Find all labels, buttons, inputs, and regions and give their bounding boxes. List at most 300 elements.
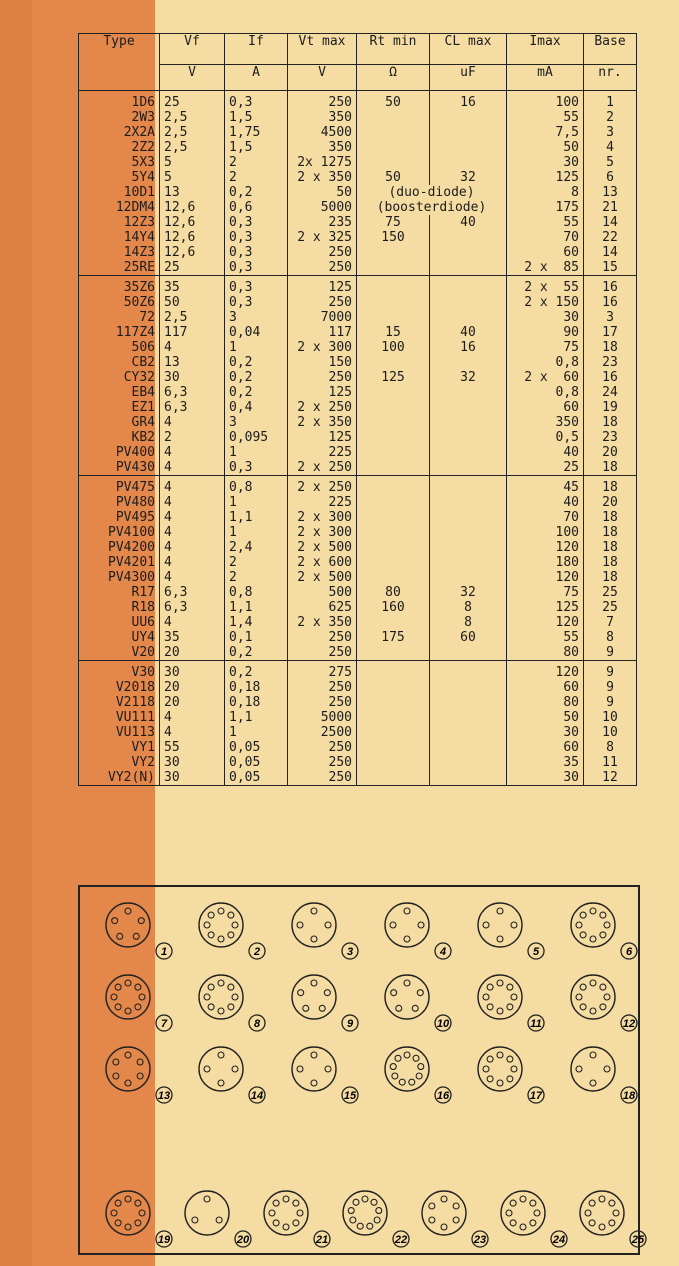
table-cell: 175 <box>357 630 430 645</box>
socket-pin <box>297 1066 303 1072</box>
table-cell: 350 <box>288 110 357 125</box>
column-header: Imax <box>507 34 584 65</box>
socket-pin <box>604 1066 610 1072</box>
table-cell: 60 <box>507 400 584 415</box>
table-cell: 5 <box>584 155 637 170</box>
table-cell <box>430 110 507 125</box>
column-header: Type <box>79 34 160 91</box>
table-cell: 0,8 <box>225 585 288 600</box>
table-cell: 4 <box>160 445 225 460</box>
socket-pin <box>283 1224 289 1230</box>
socket-pin <box>115 1220 121 1226</box>
table-cell: 40 <box>507 495 584 510</box>
table-cell: 1,1 <box>225 710 288 725</box>
table-cell: 2500 <box>288 725 357 740</box>
table-cell: 11 <box>584 755 637 770</box>
table-row <box>79 370 637 385</box>
socket-pin <box>135 1004 141 1010</box>
table-cell: 1,1 <box>225 510 288 525</box>
socket-pin <box>418 1064 424 1070</box>
table-cell <box>357 355 430 370</box>
table-cell: 506 <box>79 340 160 355</box>
table-cell <box>430 276 507 296</box>
socket-pin <box>409 1079 415 1085</box>
base-diagram <box>167 1183 257 1253</box>
table-cell: 5 <box>160 170 225 185</box>
table-cell: 117 <box>288 325 357 340</box>
table-cell: 5 <box>160 155 225 170</box>
unit-header-row <box>79 65 637 91</box>
table-cell <box>357 695 430 710</box>
table-row <box>79 585 637 600</box>
table-cell: 125 <box>288 385 357 400</box>
socket-outline <box>478 1047 522 1091</box>
table-cell <box>430 495 507 510</box>
table-row <box>79 260 637 276</box>
socket-outline <box>106 1191 150 1235</box>
socket-pin <box>453 1203 459 1209</box>
table-cell: 2W3 <box>79 110 160 125</box>
base-diagrams-panel <box>78 885 645 1255</box>
table-cell <box>357 540 430 555</box>
table-cell: 1,75 <box>225 125 288 140</box>
table-cell: 2 x 250 <box>288 400 357 415</box>
table-cell: 90 <box>507 325 584 340</box>
socket-pin <box>303 1005 309 1011</box>
socket-pin <box>418 922 424 928</box>
table-cell: 350 <box>288 140 357 155</box>
table-cell: VU111 <box>79 710 160 725</box>
socket-pin <box>404 980 410 986</box>
socket-pin <box>487 1056 493 1062</box>
table-cell: 2 x 300 <box>288 340 357 355</box>
socket-pin <box>413 1055 419 1061</box>
table-cell: 30 <box>160 370 225 385</box>
table-cell: 50 <box>357 170 430 185</box>
table-row <box>79 230 637 245</box>
table-cell: 16 <box>430 340 507 355</box>
table-cell: 8 <box>507 185 584 200</box>
table-row <box>79 276 637 296</box>
table-cell: 2,5 <box>160 110 225 125</box>
table-cell: 12 <box>584 770 637 786</box>
socket-pin <box>530 1220 536 1226</box>
table-cell: 2 x 85 <box>507 260 584 276</box>
table-cell: 0,2 <box>225 661 288 681</box>
socket-pin <box>599 1196 605 1202</box>
table-cell: 50 <box>288 185 357 200</box>
table-row <box>79 695 637 710</box>
table-cell: (duo-diode) <box>357 185 507 200</box>
socket-pin <box>319 1005 325 1011</box>
table-cell <box>430 570 507 585</box>
socket-pin <box>392 1073 398 1079</box>
table-cell: 0,2 <box>225 385 288 400</box>
table-row <box>79 125 637 140</box>
base-diagram <box>483 1183 573 1253</box>
socket-outline <box>478 975 522 1019</box>
table-cell: 150 <box>357 230 430 245</box>
table-cell <box>357 510 430 525</box>
socket-pin <box>350 1217 356 1223</box>
socket-pin <box>404 908 410 914</box>
table-cell: 1,5 <box>225 140 288 155</box>
table-cell: 0,2 <box>225 645 288 661</box>
table-cell: 2 <box>225 155 288 170</box>
table-cell: 6,3 <box>160 600 225 615</box>
column-unit: nr. <box>584 65 637 91</box>
socket-pin <box>589 1220 595 1226</box>
table-row <box>79 680 637 695</box>
table-cell: 125 <box>288 276 357 296</box>
table-cell: PV475 <box>79 476 160 496</box>
table-cell: 15 <box>357 325 430 340</box>
table-cell: 1,5 <box>225 110 288 125</box>
base-diagram <box>404 1183 494 1253</box>
table-cell: 75 <box>507 585 584 600</box>
socket-pin <box>590 908 596 914</box>
table-cell: 18 <box>584 460 637 476</box>
socket-pin <box>374 1217 380 1223</box>
table-row <box>79 645 637 661</box>
base-diagram <box>553 1039 643 1109</box>
table-cell: 0,05 <box>225 770 288 786</box>
table-cell: 50 <box>160 295 225 310</box>
table-cell: 2 <box>225 570 288 585</box>
table-cell <box>357 430 430 445</box>
socket-pin <box>204 922 210 928</box>
table-cell: 32 <box>430 370 507 385</box>
table-row <box>79 340 637 355</box>
table-cell <box>430 445 507 460</box>
socket-pin <box>218 1052 224 1058</box>
socket-pin <box>115 984 121 990</box>
table-cell: 13 <box>160 355 225 370</box>
table-cell: 8 <box>430 615 507 630</box>
table-cell: 4 <box>160 460 225 476</box>
socket-pin <box>137 1073 143 1079</box>
socket-pin <box>429 1217 435 1223</box>
socket-pin <box>228 932 234 938</box>
socket-pin <box>600 912 606 918</box>
table-cell: 19 <box>584 400 637 415</box>
socket-pin <box>483 922 489 928</box>
table-cell: 1 <box>584 91 637 111</box>
socket-outline <box>264 1191 308 1235</box>
table-cell <box>430 140 507 155</box>
table-cell: KB2 <box>79 430 160 445</box>
socket-outline <box>571 903 615 947</box>
table-cell <box>357 615 430 630</box>
table-cell: 12,6 <box>160 200 225 215</box>
table-cell: 30 <box>160 770 225 786</box>
table-row <box>79 630 637 645</box>
diagram-number: 13 <box>157 1090 171 1102</box>
socket-pin <box>138 918 144 924</box>
socket-pin <box>487 1076 493 1082</box>
socket-pin <box>604 994 610 1000</box>
table-row <box>79 215 637 230</box>
table-cell: 4 <box>160 525 225 540</box>
table-cell <box>357 125 430 140</box>
table-cell <box>430 460 507 476</box>
socket-pin <box>204 1196 210 1202</box>
socket-outline <box>292 903 336 947</box>
table-cell: CB2 <box>79 355 160 370</box>
table-cell: 250 <box>288 770 357 786</box>
socket-pin <box>125 1224 131 1230</box>
table-cell: 120 <box>507 570 584 585</box>
diagram-number: 10 <box>436 1018 450 1030</box>
socket-pin <box>412 1005 418 1011</box>
table-cell: 12Z3 <box>79 215 160 230</box>
table-cell <box>430 540 507 555</box>
socket-pin <box>325 1066 331 1072</box>
socket-pin <box>125 908 131 914</box>
table-cell <box>430 510 507 525</box>
socket-pin <box>353 1199 359 1205</box>
socket-pin <box>293 1220 299 1226</box>
table-row <box>79 310 637 325</box>
table-cell <box>357 476 430 496</box>
table-cell: 225 <box>288 495 357 510</box>
table-cell: 10 <box>584 725 637 740</box>
table-cell: 2,5 <box>160 140 225 155</box>
socket-pin <box>218 1080 224 1086</box>
table-cell <box>430 125 507 140</box>
table-cell: 125 <box>507 600 584 615</box>
socket-pin <box>487 1004 493 1010</box>
socket-pin <box>600 1004 606 1010</box>
table-cell: 30 <box>160 755 225 770</box>
table-cell: 2 x 600 <box>288 555 357 570</box>
socket-pin <box>135 984 141 990</box>
table-row <box>79 245 637 260</box>
table-cell: 60 <box>507 245 584 260</box>
table-cell: 0,2 <box>225 355 288 370</box>
socket-pin <box>429 1203 435 1209</box>
socket-pin <box>228 1004 234 1010</box>
table-cell: 75 <box>507 340 584 355</box>
table-cell: 32 <box>430 170 507 185</box>
diagram-number: 11 <box>530 1018 542 1030</box>
socket-pin <box>417 990 423 996</box>
socket-pin <box>283 1196 289 1202</box>
base-diagram <box>246 1183 336 1253</box>
table-cell: 2 x 60 <box>507 370 584 385</box>
table-cell <box>357 661 430 681</box>
table-cell: 50Z6 <box>79 295 160 310</box>
socket-pin <box>585 1210 591 1216</box>
socket-pin <box>507 1004 513 1010</box>
table-cell: UU6 <box>79 615 160 630</box>
table-cell <box>430 355 507 370</box>
table-cell <box>357 755 430 770</box>
table-cell: 8 <box>584 740 637 755</box>
column-header: Vf <box>160 34 225 65</box>
table-cell: 625 <box>288 600 357 615</box>
table-cell: 25 <box>584 585 637 600</box>
table-cell <box>357 110 430 125</box>
table-cell: EZ1 <box>79 400 160 415</box>
table-cell: VY2 <box>79 755 160 770</box>
table-cell: 0,8 <box>507 385 584 400</box>
socket-pin <box>510 1220 516 1226</box>
table-cell: 250 <box>288 260 357 276</box>
base-diagram <box>181 1039 271 1109</box>
socket-pin <box>125 1196 131 1202</box>
table-row <box>79 710 637 725</box>
table-cell: V2018 <box>79 680 160 695</box>
table-row <box>79 325 637 340</box>
diagram-number: 15 <box>343 1090 357 1102</box>
table-cell: 18 <box>584 415 637 430</box>
table-row <box>79 400 637 415</box>
base-diagram <box>88 895 178 965</box>
tube-data-table <box>78 33 637 786</box>
table-cell: 120 <box>507 615 584 630</box>
table-cell: VU113 <box>79 725 160 740</box>
socket-pin <box>580 1004 586 1010</box>
table-cell: 250 <box>288 630 357 645</box>
socket-pin <box>133 933 139 939</box>
socket-pin <box>367 1223 373 1229</box>
table-cell <box>357 740 430 755</box>
socket-pin <box>576 922 582 928</box>
socket-pin <box>441 1224 447 1230</box>
table-cell: UY4 <box>79 630 160 645</box>
table-cell: 1 <box>225 445 288 460</box>
base-diagram <box>88 1183 178 1253</box>
table-cell: 30 <box>507 310 584 325</box>
socket-outline <box>422 1191 466 1235</box>
table-cell: 18 <box>584 570 637 585</box>
table-cell: 50 <box>507 710 584 725</box>
base-diagram <box>88 1039 178 1109</box>
table-cell: 24 <box>584 385 637 400</box>
table-cell: 0,4 <box>225 400 288 415</box>
table-cell: 25 <box>507 460 584 476</box>
socket-pin <box>115 1200 121 1206</box>
socket-pin <box>604 922 610 928</box>
socket-pin <box>530 1200 536 1206</box>
socket-outline <box>571 975 615 1019</box>
table-cell: 4 <box>160 570 225 585</box>
table-row <box>79 385 637 400</box>
table-cell: 4 <box>160 340 225 355</box>
column-unit: A <box>225 65 288 91</box>
socket-pin <box>404 1052 410 1058</box>
table-cell: 250 <box>288 295 357 310</box>
column-header: If <box>225 34 288 65</box>
table-cell: 13 <box>584 185 637 200</box>
socket-pin <box>298 990 304 996</box>
table-cell <box>357 276 430 296</box>
table-cell: 20 <box>584 445 637 460</box>
table-cell: 2Z2 <box>79 140 160 155</box>
table-cell: 8 <box>584 630 637 645</box>
table-cell <box>357 260 430 276</box>
table-cell <box>357 460 430 476</box>
table-cell: 12,6 <box>160 230 225 245</box>
table-cell <box>430 295 507 310</box>
socket-pin <box>218 908 224 914</box>
base-diagram <box>460 895 550 965</box>
socket-outline <box>571 1047 615 1091</box>
table-cell: 30 <box>507 770 584 786</box>
table-cell: 3 <box>584 125 637 140</box>
socket-outline <box>478 903 522 947</box>
table-cell: 2,5 <box>160 125 225 140</box>
socket-pin <box>376 1208 382 1214</box>
table-cell <box>357 155 430 170</box>
table-row <box>79 495 637 510</box>
column-unit: Ω <box>357 65 430 91</box>
socket-pin <box>125 1052 131 1058</box>
table-cell: 160 <box>357 600 430 615</box>
socket-pin <box>139 1210 145 1216</box>
socket-pin <box>208 932 214 938</box>
socket-pin <box>590 936 596 942</box>
table-cell: 0,095 <box>225 430 288 445</box>
socket-pin <box>404 936 410 942</box>
diagram-number: 1 <box>160 946 168 958</box>
table-cell: R17 <box>79 585 160 600</box>
table-cell <box>430 525 507 540</box>
table-cell: 1 <box>225 495 288 510</box>
socket-outline <box>199 1047 243 1091</box>
table-cell <box>430 415 507 430</box>
table-cell: 14Y4 <box>79 230 160 245</box>
socket-pin <box>273 1220 279 1226</box>
table-cell: 0,6 <box>225 200 288 215</box>
table-cell: R18 <box>79 600 160 615</box>
table-cell: 9 <box>584 645 637 661</box>
table-cell: 0,04 <box>225 325 288 340</box>
socket-pin <box>453 1217 459 1223</box>
table-cell <box>357 245 430 260</box>
table-cell: 30 <box>160 661 225 681</box>
table-cell: 0,3 <box>225 91 288 111</box>
table-cell: 235 <box>288 215 357 230</box>
table-cell: PV4300 <box>79 570 160 585</box>
table-cell <box>430 710 507 725</box>
table-cell <box>430 230 507 245</box>
table-cell: 2 x 350 <box>288 170 357 185</box>
table-cell: 55 <box>160 740 225 755</box>
table-cell: 1 <box>225 725 288 740</box>
socket-pin <box>511 922 517 928</box>
column-header: CL max <box>430 34 507 65</box>
table-cell: 0,3 <box>225 276 288 296</box>
table-cell: 9 <box>584 695 637 710</box>
table-cell: 2 <box>225 555 288 570</box>
table-cell: 21 <box>584 200 637 215</box>
table-cell: 175 <box>507 200 584 215</box>
table-cell: 7,5 <box>507 125 584 140</box>
base-diagram <box>553 895 643 965</box>
table-cell: 60 <box>507 740 584 755</box>
table-cell: 117 <box>160 325 225 340</box>
socket-outline <box>185 1191 229 1235</box>
column-header: Vt max <box>288 34 357 65</box>
socket-pin <box>325 922 331 928</box>
socket-pin <box>113 1059 119 1065</box>
table-cell: 250 <box>288 755 357 770</box>
socket-pin <box>511 1066 517 1072</box>
table-cell: 80 <box>507 645 584 661</box>
table-cell <box>430 770 507 786</box>
